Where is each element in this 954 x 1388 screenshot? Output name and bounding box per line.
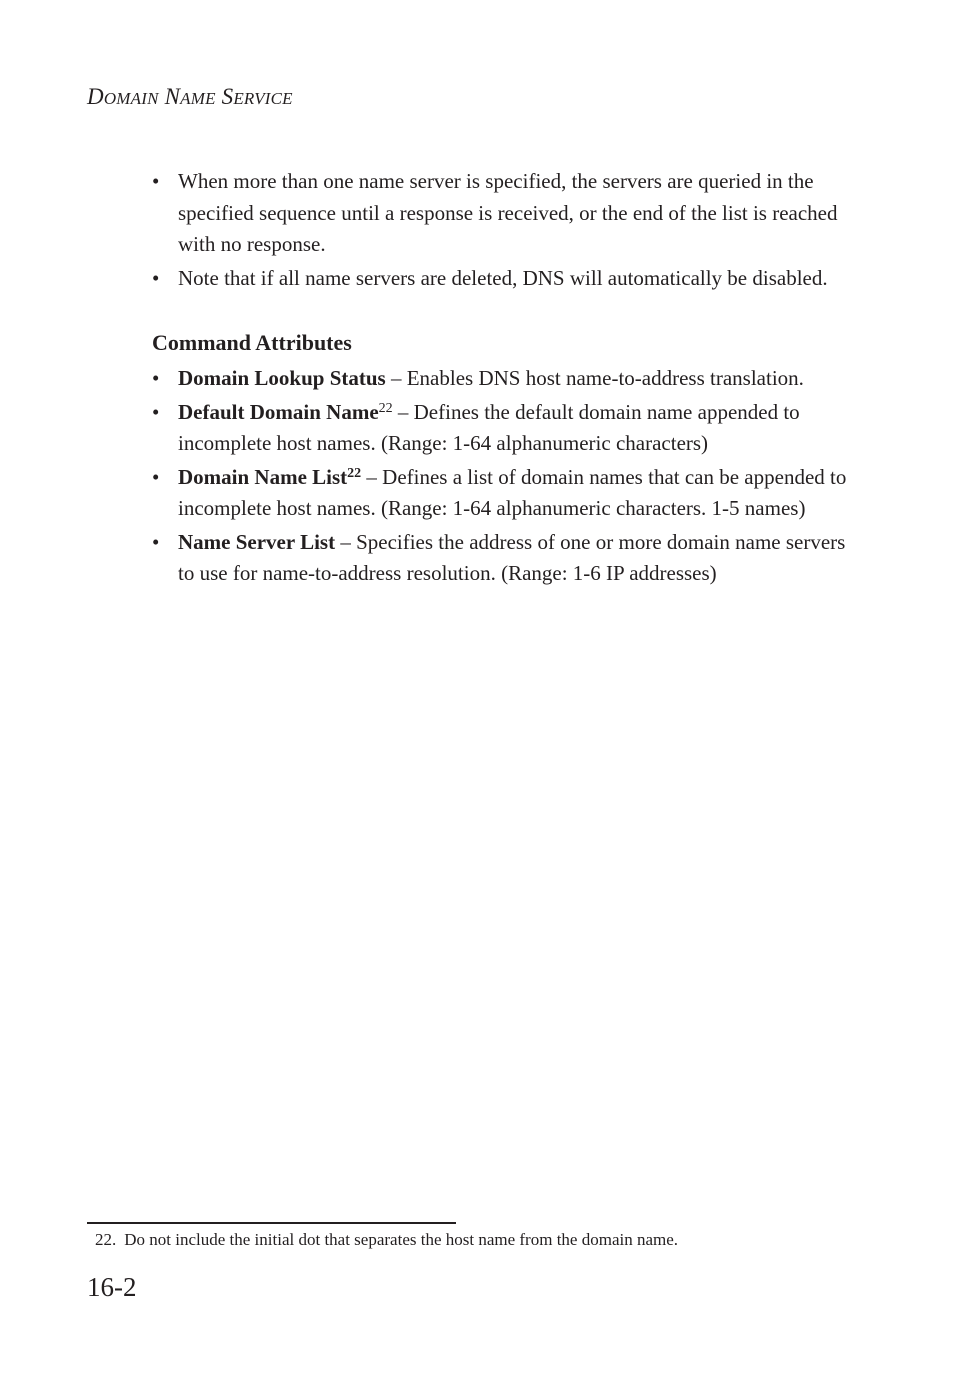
bullet-icon: • [152, 529, 160, 554]
attribute-list [152, 363, 852, 590]
list-item [152, 263, 852, 295]
footnote-number: 22. [95, 1230, 117, 1249]
bullet-text: When more than one name server is specified, the servers are queried in the specified sequence until a response is received, or the end of the list is reached with no response. [178, 169, 838, 256]
list-item [152, 166, 852, 261]
attribute-item-default-domain-name [152, 397, 852, 460]
footnote-reference: 22 [347, 465, 362, 481]
header-word-domain: DOMAIN [87, 84, 159, 109]
running-header [87, 84, 293, 110]
main-content [152, 166, 852, 592]
header-word-service: SERVICE [221, 84, 293, 109]
footnote-reference: 22 [378, 400, 393, 416]
attribute-item-name-server-list [152, 527, 852, 590]
attribute-description: – Enables DNS host name-to-address translation. [385, 366, 804, 390]
attribute-description: – Defines the default domain name appended to incomplete host names. (Range: 1-64 alphanumeric characters) [178, 399, 800, 455]
bullet-text: Note that if all name servers are deleted, DNS will automatically be disabled. [178, 265, 828, 290]
header-word-name: NAME [164, 84, 216, 109]
footnote [95, 1229, 678, 1251]
attribute-term: Domain Name List [178, 464, 348, 489]
bullet-icon: • [152, 265, 160, 290]
footnote-divider [87, 1222, 456, 1224]
attribute-item-domain-name-list [152, 462, 852, 525]
attribute-item-domain-lookup-status [152, 363, 852, 395]
attribute-description: – Defines a list of domain names that can be appended to incomplete host names. (Range: 1-64 alphanumeric characters. 1-5 names) [178, 464, 847, 520]
footnote-text: Do not include the initial dot that separates the host name from the domain name. [124, 1230, 679, 1249]
bullet-icon: • [152, 464, 160, 489]
bullet-icon: • [152, 399, 160, 424]
section-heading: Command Attributes [152, 330, 352, 355]
attribute-term: Name Server List [178, 529, 336, 554]
attribute-term: Default Domain Name [178, 399, 379, 424]
intro-bullet-list [152, 166, 852, 294]
bullet-icon: • [152, 366, 160, 390]
attribute-description: – Specifies the address of one or more domain name servers to use for name-to-address resolution. (Range: 1-6 IP addresses) [178, 529, 846, 585]
bullet-icon: • [152, 169, 160, 193]
page-number: 16-2 [87, 1272, 137, 1302]
attribute-term: Domain Lookup Status [178, 366, 386, 390]
